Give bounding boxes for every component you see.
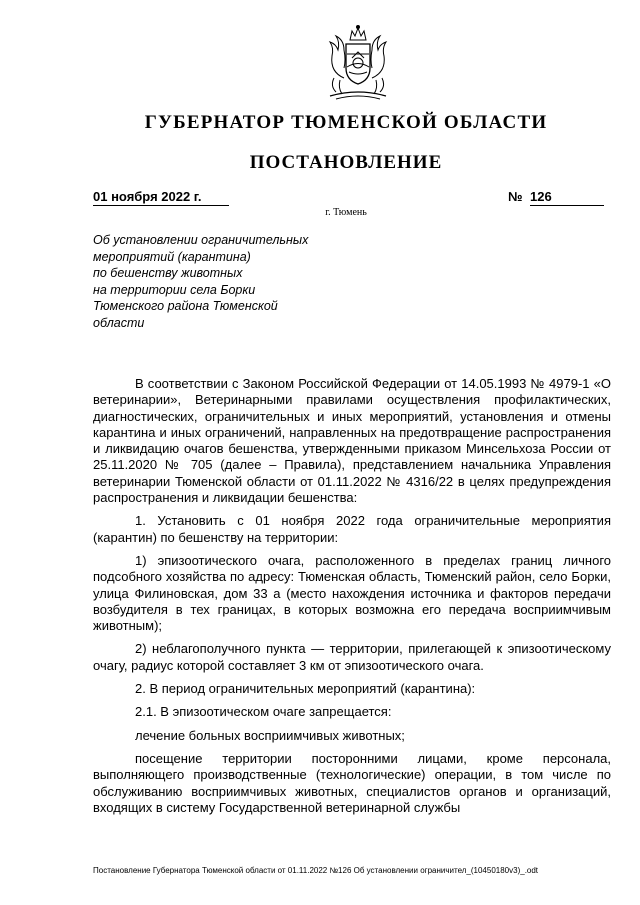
footer-filename: Постановление Губернатора Тюменской области от 01.11.2022 №126 Об установлении ограничител_(10450180v3)_.odt xyxy=(93,866,539,875)
document-subject xyxy=(93,232,353,331)
document-date: 01 ноября 2022 г. xyxy=(93,189,229,206)
document-number: 126 xyxy=(530,189,604,206)
body-paragraph-item-2-1: 2.1. В эпизоотическом очаге запрещается: xyxy=(135,704,392,720)
body-paragraph-item-2: 2. В период ограничительных мероприятий (карантина): xyxy=(135,681,476,697)
body-paragraph-preamble: В соответствии с Законом Российской Федерации от 14.05.1993 № 4979-1 «О ветеринарии», Ветеринарными правилами осуществления профилактических, диагностических, ограничительных и иных мероприятий, установления и отмены карантина и иных ограничений, направленных на предотвращение распространения и ликвидацию очагов бешенства, утвержденными приказом Минсельхоза России от 25.11.2020 № 705 (далее – Правила), представлением начальника Управления ветеринарии Тюменской области от 01.11.2022 № 4316/22 в целях предупреждения распространения и ликвидации бешенства: xyxy=(93,376,611,506)
subject-line: мероприятий (карантина) xyxy=(93,249,251,264)
body-paragraph-subitem-2: 2) неблагополучного пункта — территории, прилегающей к эпизоотическому очагу, радиус которой составляет 3 км от эпизоотического очага. xyxy=(93,641,611,673)
document-type-title: ПОСТАНОВЛЕНИЕ xyxy=(249,152,443,173)
body-paragraph-item-1: 1. Установить с 01 ноября 2022 года ограничительные мероприятия (карантин) по бешенству на территории: xyxy=(93,513,611,545)
city-line: г. Тюмень xyxy=(325,207,367,218)
body-paragraph-prohibition-2: посещение территории посторонними лицами, кроме персонала, выполняющего производственные (технологические) операции, в том числе по обслуживанию восприимчивых животных, специалистов органов и организаций, входящих в систему Государственной ветеринарной службы xyxy=(93,750,611,815)
number-sign: № xyxy=(508,189,523,204)
governor-title: ГУБЕРНАТОР ТЮМЕНСКОЙ ОБЛАСТИ xyxy=(144,112,548,133)
subject-line: области xyxy=(93,315,145,330)
document-body xyxy=(93,376,611,823)
subject-line: на территории села Борки xyxy=(93,282,256,297)
tyumen-coat-of-arms-emblem xyxy=(316,22,400,102)
subject-line: Об установлении ограничительных xyxy=(93,233,309,247)
subject-line: Тюменского района Тюменской xyxy=(93,299,278,313)
body-paragraph-subitem-1: 1) эпизоотического очага, расположенного в пределах границ личного подсобного хозяйства по адресу: Тюменская область, Тюменский район, село Борки, улица Филиновская, дом 33 а (место нахождения источника и факторов передачи возбудителя в тех границах, в которых возможна его передача восприимчивым животным); xyxy=(93,552,611,634)
body-paragraph-prohibition-1: лечение больных восприимчивых животных; xyxy=(135,727,405,743)
subject-line: по бешенству животных xyxy=(93,266,243,280)
